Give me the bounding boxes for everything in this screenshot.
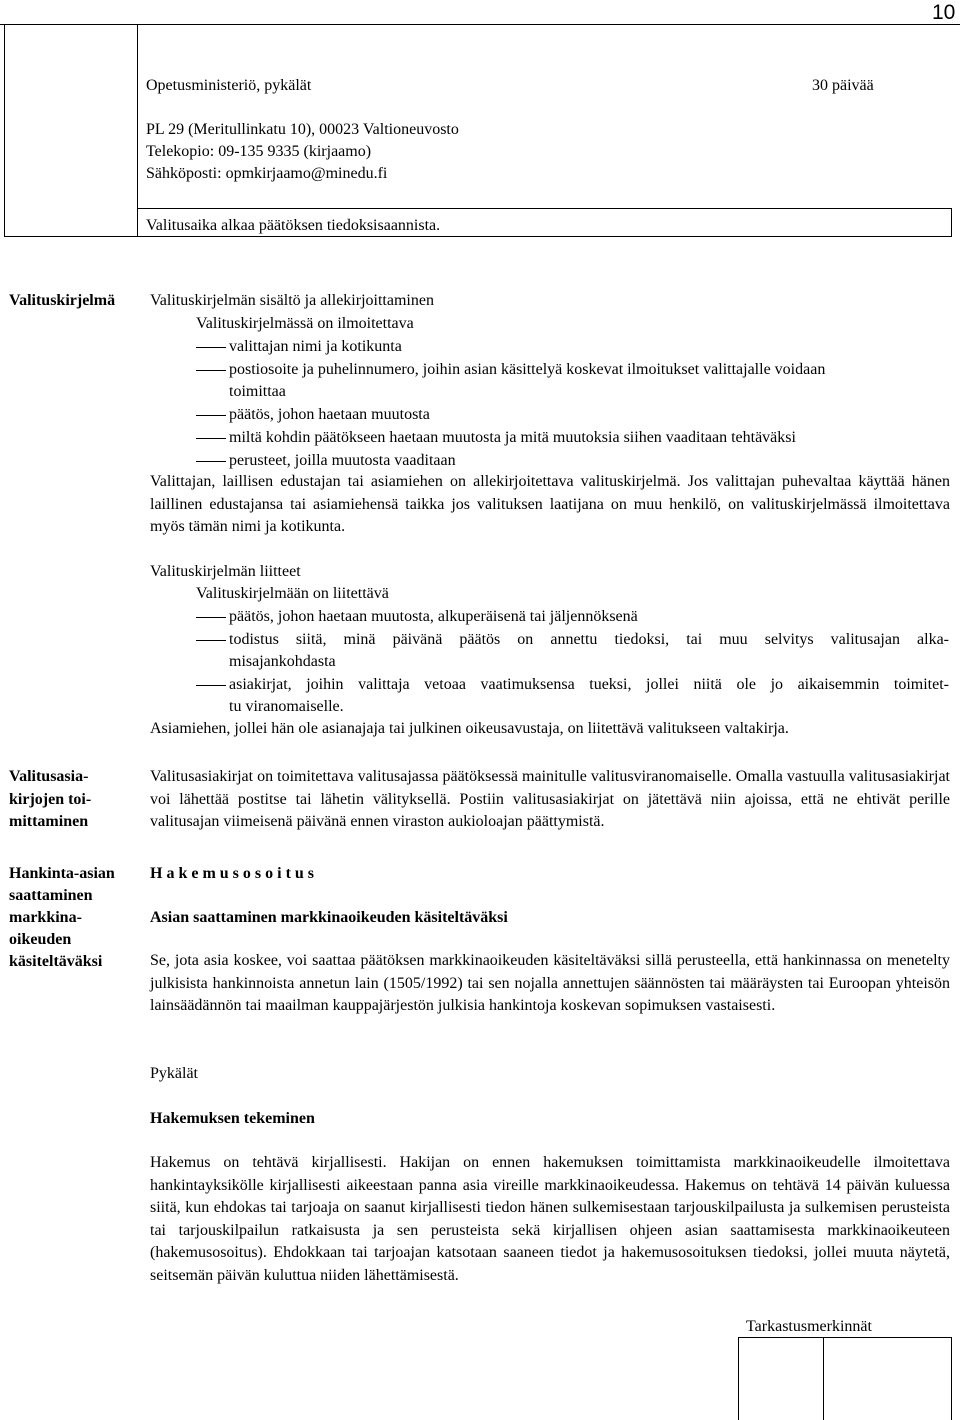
dash-7 [196, 640, 226, 641]
procurement-side-label-2: saattaminen [9, 887, 93, 904]
review-top-rule [738, 1337, 952, 1338]
application-text: Hakemus on tehtävä kirjallisesti. Hakijan on ennen hakemuksen toimittamista markkinaoikeudelle ilmoitettava hankintayksikölle kirjallisesti aikeestaan panna asia vireille markkinaoikeudessa. Hakemus on tehtävä 14 päivän kuluessa siitä, kun ehdokas tai tarjoaja on saanut kirjallisesti tiedon hänen sulkemisestaan tarjouskilpailusta ja sulkemisen perusteista tai tarjouskilpailun ratkaisusta ja sen perusteista sekä kirjallisen ohjeen asian saattamisesta markkinaoikeuteen (hakemusosoitus). Ehdokkaan tai tarjoajan katsotaan saaneen tiedot ja hakemusosoituksen tiedoksi, jollei muuta näytetä, seitsemän päivän kuluttua niiden lähettämisestä. [150, 1154, 950, 1284]
authority-label: Opetusministeriö, pykälät [146, 77, 312, 94]
appeal-heading: Valituskirjelmän sisältö ja allekirjoittaminen [150, 292, 434, 309]
application-heading: Hakemuksen tekeminen [150, 1110, 315, 1127]
appeal-item-1: valittajan nimi ja kotikunta [229, 338, 402, 355]
attachment-item-1: päätös, johon haetaan muutosta, alkuperäisenä tai jäljennöksenä [229, 608, 638, 625]
sections-label: Pykälät [150, 1065, 198, 1082]
address-line-2: Telekopio: 09-135 9335 (kirjaamo) [146, 143, 372, 160]
appeal-item-4: miltä kohdin päätökseen haetaan muutosta ja mitä muutoksia siihen vaaditaan tehtäväksi [229, 429, 796, 446]
attachment-item-3-cont: tu viranomaiselle. [229, 698, 344, 715]
appeal-period-note: Valitusaika alkaa päätöksen tiedoksisaannista. [146, 217, 441, 234]
appeal-paragraph: Valittajan, laillisen edustajan tai asiamiehen on allekirjoitettava valituskirjelmä. Jos valittajan puhevaltaa käyttää hänen laillinen edustajansa tai asiamiehensä taikka jos valituksen laatijana on muu henkilö, on valituskirjelmässä ilmoitettava myös tämän nimi ja kotikunta. [150, 473, 950, 536]
dash-8 [196, 685, 226, 686]
attachments-note: Asiamiehen, jollei hän ole asianajaja tai julkinen oikeusavustaja, on liitettävä valitukseen valtakirja. [150, 720, 789, 737]
attachment-item-2: todistus siitä, minä päivänä päätös on annettu tiedoksi, tai muu selvitys valitusajan alka- [229, 631, 949, 648]
review-vline-1 [738, 1337, 739, 1420]
procurement-side-label-4: oikeuden [9, 931, 72, 948]
delivery-side-label-1: Valitusasia- [9, 768, 89, 785]
box-right-border [951, 208, 952, 237]
attachments-subheading: Valituskirjelmään on liitettävä [196, 585, 389, 602]
appeal-item-2: postiosoite ja puhelinnumero, joihin asian käsittelyä koskevat ilmoitukset valittajalle voidaan [229, 361, 826, 378]
time-limit: 30 päivää [812, 77, 874, 94]
procurement-heading: Asian saattaminen markkinaoikeuden käsiteltäväksi [150, 909, 508, 926]
address-line-1: PL 29 (Meritullinkatu 10), 00023 Valtioneuvosto [146, 121, 459, 138]
appeal-subheading: Valituskirjelmässä on ilmoitettava [196, 315, 414, 332]
box-inner-rule [137, 208, 952, 209]
procurement-side-label-5: käsiteltäväksi [9, 953, 103, 970]
attachment-item-2-cont: misajankohdasta [229, 653, 336, 670]
delivery-side-label-3: mittaminen [9, 813, 89, 830]
review-vline-2 [823, 1337, 824, 1420]
attachments-heading: Valituskirjelmän liitteet [150, 563, 301, 580]
dash-1 [196, 347, 226, 348]
dash-5 [196, 461, 226, 462]
review-vline-3 [951, 1337, 952, 1420]
dash-2 [196, 370, 226, 371]
dash-3 [196, 415, 226, 416]
appeal-item-5: perusteet, joilla muutosta vaaditaan [229, 452, 456, 469]
appeal-item-3: päätös, johon haetaan muutosta [229, 406, 430, 423]
appeal-side-label: Valituskirjelmä [9, 292, 116, 309]
delivery-side-label-2: kirjojen toi- [9, 791, 92, 808]
review-label: Tarkastusmerkinnät [746, 1318, 872, 1335]
dash-4 [196, 438, 226, 439]
spaced-title: H a k e m u s o s o i t u s [150, 865, 315, 882]
address-line-3: Sähköposti: opmkirjaamo@minedu.fi [146, 165, 388, 182]
header-rule [0, 24, 960, 25]
delivery-text: Valitusasiakirjat on toimitettava valitusajassa päätöksessä mainitulle valitusviranomaiselle. Omalla vastuulla valitusasiakirjat voi lähettää postitse tai lähetin välityksellä. Postiin valitusasiakirjat on jätettävä niin ajoissa, että ne ehtivät perille valitusajan viimeisenä päivänä ennen viraston aukioloajan päättymistä. [150, 768, 950, 831]
box-inner-left-border [137, 24, 138, 236]
procurement-paragraph: Se, jota asia koskee, voi saattaa päätöksen markkinaoikeuden käsiteltäväksi sillä perusteella, että hankinnassa on menetelty julkisista hankinnoista annetun lain (1505/1992) tai sen nojalla annettujen säännösten tai määräysten tai Euroopan yhteisön lainsäädännön tai maailman kauppajärjestön julkisia hankintoja koskevan sopimuksen vastaisesti. [150, 952, 950, 1015]
procurement-side-label-1: Hankinta-asian [9, 865, 115, 882]
dash-6 [196, 617, 226, 618]
attachment-item-3: asiakirjat, joihin valittaja vetoaa vaatimuksensa tueksi, jollei niitä ole jo aikaisemmin toimitet- [229, 676, 949, 693]
page-number: 10 [932, 1, 956, 24]
appeal-item-2-cont: toimittaa [229, 383, 286, 400]
box-left-border [4, 24, 5, 236]
procurement-side-label-3: markkina- [9, 909, 82, 926]
